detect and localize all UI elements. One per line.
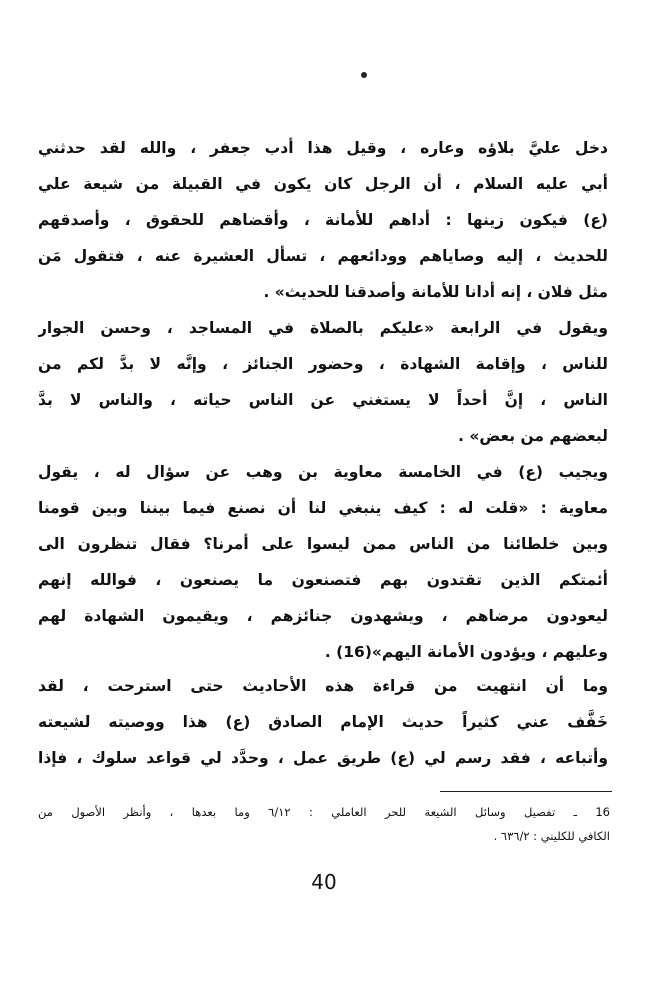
- footnote-separator: [440, 791, 612, 792]
- paragraph-1: [38, 130, 608, 310]
- text-line: وبين خلطائنا من الناس ممن ليسوا على أمرنا؟ فقال تنظرون الى: [38, 535, 608, 553]
- header-dot-mark: [361, 72, 367, 78]
- text-line: وما أن انتهيت من قراءة هذه الأحاديث حتى استرحت ، لقد: [38, 677, 608, 695]
- paragraph-4: [38, 668, 608, 776]
- text-line: لبعضهم من بعض» .: [458, 427, 608, 445]
- footnote-line: 16 ـ تفصيل وسائل الشيعة للحر العاملي : ٦/١٢ وما بعدها ، وأنظر الأصول من: [38, 805, 610, 819]
- page-number: 40: [311, 870, 337, 894]
- text-line: الناس ، إنَّ أحداً لا يستغني عن الناس حياته ، والناس لا بدَّ: [38, 391, 608, 409]
- text-line: للناس ، وإقامة الشهادة ، وحضور الجنائز ، وإنَّه لا بدَّ لكم من: [38, 355, 608, 373]
- footnote-line: الكافي للكليني : ٦٣٦/٢ .: [493, 829, 610, 843]
- text-line: للحديث ، إليه وصاياهم وودائعهم ، تسأل العشيرة عنه ، فتقول مَن: [38, 247, 608, 265]
- text-line: ويقول في الرابعة «عليكم بالصلاة في المساجد ، وحسن الجوار: [38, 319, 608, 337]
- text-line: أئمتكم الذين تقتدون بهم فتصنعون ما يصنعون ، فوالله إنهم: [38, 571, 608, 589]
- paragraph-2: [38, 310, 608, 454]
- text-line: (ع) فيكون زينها : أداهم للأمانة ، وأقضاهم للحقوق ، وأصدقهم: [38, 211, 608, 229]
- text-line: وعليهم ، ويؤدون الأمانة اليهم»(16) .: [324, 643, 608, 661]
- text-line: أبي عليه السلام ، أن الرجل كان يكون في القبيلة من شيعة علي: [38, 175, 608, 193]
- text-line: ويجيب (ع) في الخامسة معاوية بن وهب عن سؤال له ، يقول: [38, 463, 608, 481]
- text-line: دخل عليَّ بلاؤه وعاره ، وقيل هذا أدب جعفر ، والله لقد حدثني: [38, 139, 608, 157]
- footnote: [38, 800, 610, 848]
- text-line: خَفَّف عني كثيراً حديث الإمام الصادق (ع) هذا ووصيته لشيعته: [38, 713, 608, 731]
- text-line: مثل فلان ، إنه أدانا للأمانة وأصدقنا للحديث» .: [263, 283, 608, 301]
- text-line: ليعودون مرضاهم ، ويشهدون جنائزهم ، ويقيمون الشهادة لهم: [38, 607, 608, 625]
- text-line: وأتباعه ، فقد رسم لي (ع) طريق عمل ، وحدَّد لي قواعد سلوك ، فإذا: [38, 749, 608, 767]
- text-line: معاوية : «قلت له : كيف ينبغي لنا أن نصنع فيما بيننا وبين قومنا: [38, 499, 608, 517]
- paragraph-3: [38, 454, 608, 670]
